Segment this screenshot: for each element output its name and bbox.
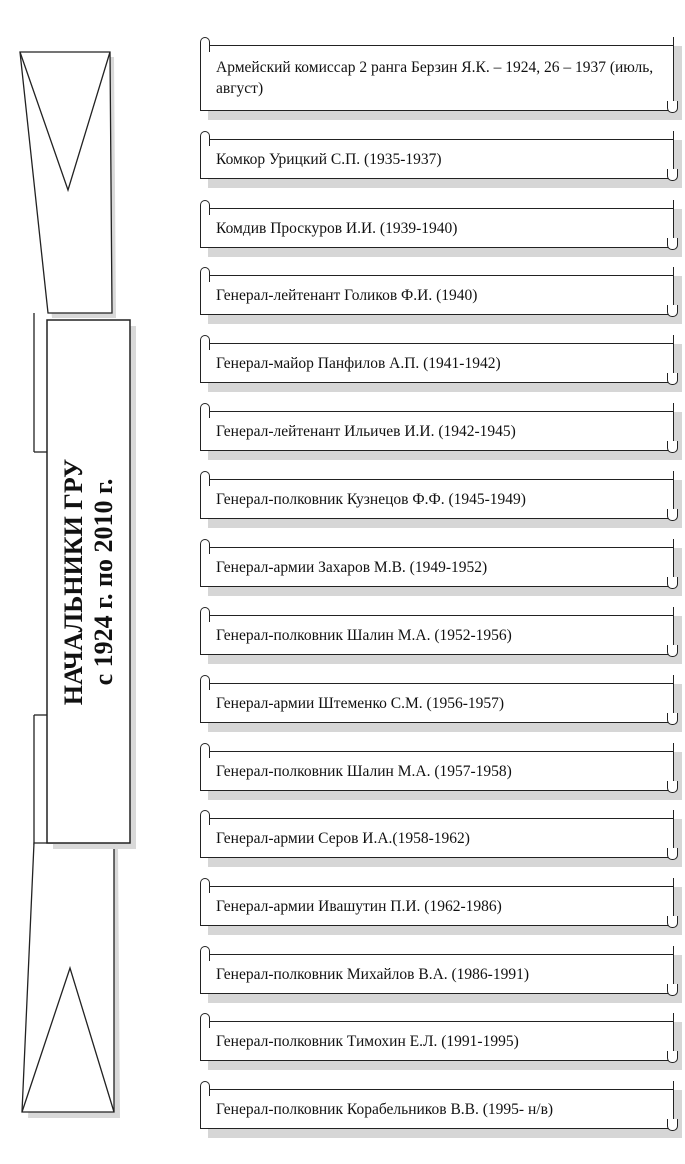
title-panel: [47, 320, 130, 843]
scroll-curl-icon: [200, 743, 210, 758]
scroll-item: [200, 267, 674, 315]
scroll-curl-icon: [200, 675, 210, 690]
scroll-item: [200, 1013, 674, 1061]
entry-text: Генерал-армии Серов И.А.(1958-1962): [216, 829, 470, 847]
scroll-item: [200, 131, 674, 179]
scroll-curl-icon: [200, 37, 210, 52]
scroll-curl-icon: [200, 200, 210, 215]
scroll-curl-icon: [200, 403, 210, 418]
scroll-item: [200, 200, 674, 248]
entry-text: Комдив Проскуров И.И. (1939-1940): [216, 219, 458, 237]
scroll-item: [200, 539, 674, 587]
entry-text: Армейский комиссар 2 ранга Берзин Я.К. – 1924, 26 – 1937 (июль, август): [216, 59, 654, 97]
scroll-curl-icon: [200, 539, 210, 554]
entry-text: Генерал-полковник Шалин М.А. (1952-1956): [216, 626, 512, 644]
scroll-item: [200, 946, 674, 994]
title-line-1: НАЧАЛЬНИКИ ГРУ: [58, 458, 88, 705]
scroll-item: [200, 607, 674, 655]
scroll-item: [200, 335, 674, 383]
entry-text: Генерал-полковник Шалин М.А. (1957-1958): [216, 762, 512, 780]
entry-text: Генерал-армии Захаров М.В. (1949-1952): [216, 558, 488, 576]
entry-text: Генерал-лейтенант Голиков Ф.И. (1940): [216, 286, 478, 304]
entry-text: Генерал-полковник Тимохин Е.Л. (1991-1995): [216, 1032, 519, 1050]
scroll-item: [200, 878, 674, 926]
entry-text: Генерал-полковник Кузнецов Ф.Ф. (1945-1949): [216, 490, 526, 508]
scroll-curl-icon: [200, 810, 210, 825]
entry-text: Генерал-армии Штеменко С.М. (1956-1957): [216, 694, 505, 712]
scroll-curl-icon: [200, 335, 210, 350]
title-text: [59, 320, 119, 843]
scroll-item: [200, 743, 674, 791]
scroll-curl-icon: [200, 1013, 210, 1028]
scroll-item: [200, 37, 674, 111]
scroll-item: [200, 403, 674, 451]
entry-text: Генерал-майор Панфилов А.П. (1941-1942): [216, 354, 501, 372]
entry-text: Генерал-полковник Михайлов В.А. (1986-1991): [216, 965, 529, 983]
scroll-curl-icon: [200, 1081, 210, 1096]
scroll-curl-icon: [200, 946, 210, 961]
title-line-2: с 1924 г. по 2010 г.: [88, 478, 118, 685]
entry-text: Комкор Урицкий С.П. (1935-1937): [216, 150, 442, 168]
scroll-curl-icon: [200, 267, 210, 282]
scroll-item: [200, 810, 674, 858]
scroll-item: [200, 1081, 674, 1129]
entry-text: Генерал-полковник Корабельников В.В. (1995- н/в): [216, 1100, 554, 1118]
entry-text: Генерал-армии Ивашутин П.И. (1962-1986): [216, 897, 502, 915]
scroll-curl-icon: [200, 607, 210, 622]
scroll-curl-icon: [200, 471, 210, 486]
entry-text: Генерал-лейтенант Ильичев И.И. (1942-1945): [216, 422, 516, 440]
scroll-curl-icon: [200, 131, 210, 146]
scroll-item: [200, 675, 674, 723]
scroll-item: [200, 471, 674, 519]
scroll-curl-icon: [200, 878, 210, 893]
